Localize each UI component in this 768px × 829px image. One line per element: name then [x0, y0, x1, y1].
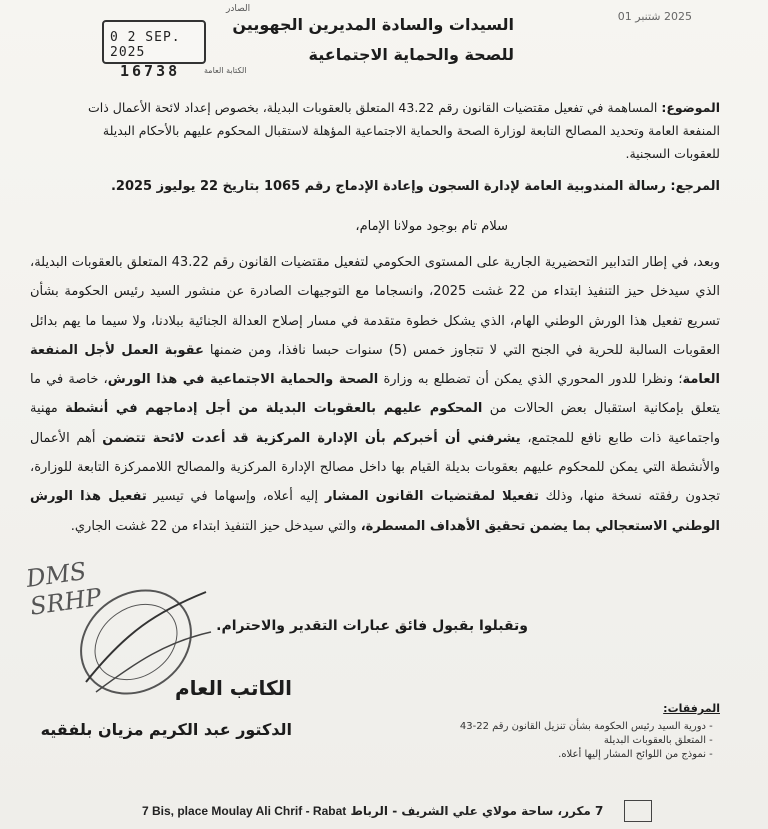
addressee-line-2: للصحة والحماية الاجتماعية — [308, 45, 514, 64]
handwritten-dms: DMS — [24, 556, 89, 593]
body-text-5: أهم الأعمال والأنشطة التي يمكن للمحكوم عليهم بعقوبات بديلة القيام بها داخل مصالح الإدارة المركزية والمصالح اللاممركزة التابعة للوزارة، تجدون رفقته نسخة منها، وذلك — [30, 430, 720, 505]
reference: المرجع: رسالة المندوبية العامة لإدارة السجون وإعادة الإدماج رقم 1065 بتاريخ 22 يوليوز 2025. — [110, 179, 720, 194]
closing: وتقبلوا بقبول فائق عبارات التقدير والاحترام. — [216, 618, 528, 634]
attachment-item: - دورية السيد رئيس الحكومة بشأن تنزيل القانون رقم 22-43 — [446, 720, 706, 734]
stamp-number: 16738 — [120, 62, 181, 80]
footer-arabic: 7 مكرر، ساحة مولاي علي الشريف - الرباط — [350, 804, 604, 818]
stamp-top-text: الصادر — [226, 4, 251, 14]
body-bold-6: تفعيل هذا الورش الوطني الاستعجالي بما يضمن تحقيق الأهداف المسطرة، — [30, 489, 720, 534]
body-bold-2: الصحة والحماية الاجتماعية في هذا الورش — [107, 372, 379, 388]
attachments-list — [446, 720, 720, 762]
addressee — [232, 10, 514, 70]
attachments-title: المرفقات: — [663, 702, 720, 715]
addressee-line-1: السيدات والسادة المديرين الجهويين — [232, 15, 514, 34]
body-text-6: إليه أعلاه، وإسهاما في تيسير — [153, 489, 319, 505]
body-bold-4: يشرفني أن أخبركم بأن الإدارة المركزية قد أعدت لائحة تتضمن — [102, 430, 521, 446]
stamp-date: 0 2 SEP. 2025 — [110, 30, 181, 60]
top-handwritten-date: 2025 شتنبر 01 — [617, 10, 692, 23]
handwritten-srhp: SRHP — [28, 583, 104, 621]
body-text-2: ؛ ونظرا للدور المحوري الذي يمكن أن تضطلع به وزارة — [383, 372, 683, 388]
footer-address — [142, 804, 603, 818]
stamp-label: الكتابة العامة — [204, 66, 247, 75]
attachment-item: - نموذج من اللوائح المشار إليها أعلاه. — [446, 748, 706, 762]
subject-text: المساهمة في تفعيل مقتضيات القانون رقم 43.22 المتعلق بالعقوبات البديلة، بخصوص إعداد لائحة الأعمال ذات المنفعة العامة وتحديد المصالح التابعة لوزارة الصحة والحماية الاجتماعية المؤهلة لاستقبال المحكوم عليهم بالأحكام البديلة للعقوبات السجنية. — [87, 100, 720, 161]
greeting: سلام تام بوجود مولانا الإمام، — [355, 219, 508, 234]
footer-latin: 7 Bis, place Moulay Ali Chrif - Rabat — [142, 804, 347, 818]
subject-label: الموضوع: — [661, 100, 720, 115]
signatory-role: الكاتب العام — [175, 676, 292, 700]
body-paragraph — [30, 248, 720, 541]
body-bold-1: عقوبة العمل لأجل المنفعة العامة — [30, 342, 720, 388]
body-text-3: ، خاصة في ما يتعلق بإمكانية استقبال بعض الحالات من — [30, 372, 720, 417]
subject — [80, 96, 720, 165]
page-number-box — [624, 800, 652, 822]
body-text-1: وبعد، في إطار التدابير التحضيرية الجارية على المستوى الحكومي لتفعيل مقتضيات القانون رقم 43.22 المتعلق بالعقوبات البديلة، الذي سيدخل حيز التنفيذ ابتداء من 22 غشت 2025، وانسجاما مع التوجيهات الصادرة عن منشور السيد رئيس الحكومة بشأن تسريع تفعيل هذا الورش الوطني الهام، الذي يشكل خطوة متقدمة في مسار إصلاح العدالة الجنائية ببلادنا، ولا سيما ما يهم بدائل العقوبات السالبة للحرية في الجنح التي لا تتجاوز خمس (5) سنوات حبسا نافذا، ومن ضمنها — [30, 255, 721, 358]
attachment-item: - المتعلق بالعقوبات البديلة — [446, 734, 706, 748]
body-bold-5: تفعيلا لمقتضيات القانون المشار — [324, 489, 539, 505]
body-bold-3: المحكوم عليهم بالعقوبات البديلة من أجل إدماجهم في أنشطة — [65, 401, 483, 417]
signatory-name: الدكتور عبد الكريم مزيان بلفقيه — [40, 720, 292, 739]
body-text-7: والتي سيدخل حيز التنفيذ ابتداء من 22 غشت الجاري. — [70, 518, 357, 534]
body-text-4: مهنية واجتماعية ذات طابع نافع للمجتمع، — [30, 401, 720, 446]
